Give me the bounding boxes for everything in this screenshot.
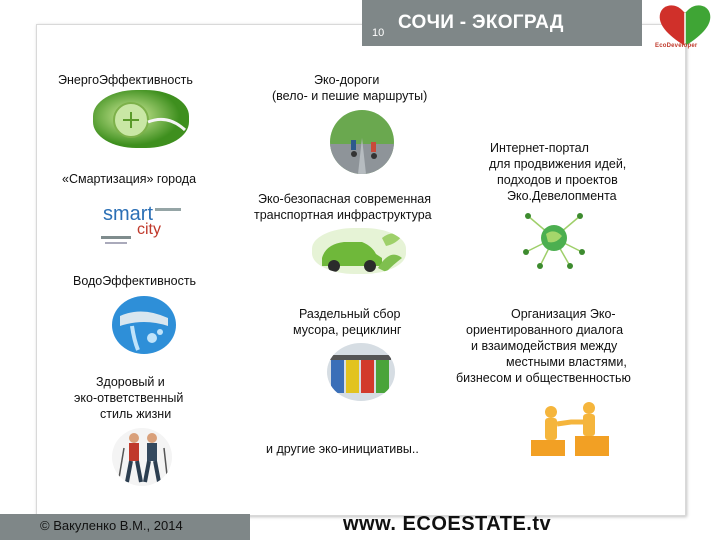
health-label-3: стиль жизни xyxy=(100,407,172,421)
svg-text:city: city xyxy=(137,221,161,238)
portal-label-4: Эко.Девелопмента xyxy=(507,189,617,203)
eco-roads-label: Эко-дороги xyxy=(314,73,380,87)
portal-label-3: подходов и проектов xyxy=(497,173,618,187)
nordic-walking-icon xyxy=(112,428,172,486)
water-efficiency-label: ВодоЭффективность xyxy=(73,274,197,288)
waste-label-2: мусора, рециклинг xyxy=(293,323,402,337)
energy-bulb-icon xyxy=(93,90,189,148)
bike-path-icon xyxy=(330,110,394,174)
portal-label-1: Интернет-портал xyxy=(490,141,589,155)
other-initiatives-label: и другие эко-инициативы.. xyxy=(266,442,419,456)
water-tap-icon xyxy=(112,296,176,354)
handshake-figures-icon xyxy=(527,400,613,460)
smart-city-word-cloud-icon xyxy=(97,194,187,252)
dialog-label-5: бизнесом и общественностью xyxy=(456,371,631,385)
portal-label-2: для продвижения идей, xyxy=(489,157,627,171)
svg-text:smart: smart xyxy=(103,203,153,225)
eco-roads-sublabel: (вело- и пешие маршруты) xyxy=(272,89,428,103)
waste-label-1: Раздельный сбор xyxy=(299,307,401,321)
dialog-label-4: местными властями, xyxy=(506,355,627,369)
page-number: 10 xyxy=(372,27,385,39)
dialog-label-1: Организация Эко- xyxy=(511,307,616,321)
globe-network-icon xyxy=(520,206,588,270)
recycling-bins-icon xyxy=(327,343,395,401)
smart-city-label: «Смартизация» города xyxy=(62,172,197,186)
copyright-text: © Вакуленко В.М., 2014 xyxy=(40,518,183,533)
transport-label-2: транспортная инфраструктура xyxy=(254,208,432,222)
website-link[interactable]: www. ECOESTATE.tv xyxy=(343,513,552,535)
transport-label-1: Эко-безопасная современная xyxy=(258,192,431,206)
health-label-1: Здоровый и xyxy=(96,375,165,389)
slide-title: СОЧИ - ЭКОГРАД xyxy=(398,12,564,33)
energy-efficiency-label: ЭнергоЭффективность xyxy=(58,73,193,87)
health-label-2: эко-ответственный xyxy=(74,391,184,405)
dialog-label-2: ориентированного диалога xyxy=(466,323,624,337)
eco-car-icon xyxy=(312,228,406,274)
logo-text: EcoDeveloper xyxy=(655,43,698,49)
dialog-label-3: и взаимодействия между xyxy=(471,339,618,353)
